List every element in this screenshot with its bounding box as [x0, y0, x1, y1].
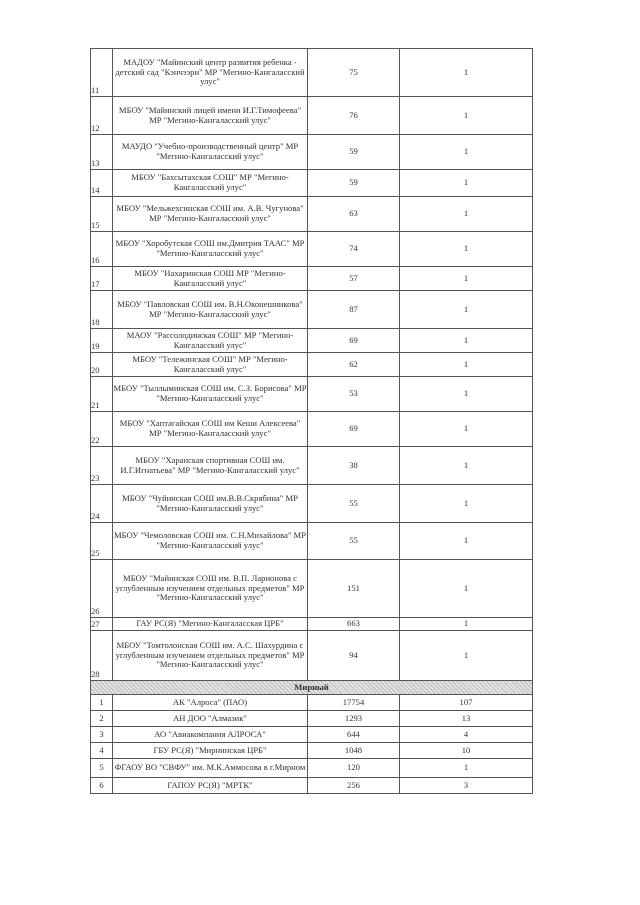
count-value: 256 [308, 778, 400, 794]
organization-name: МБОУ "Чуйинская СОШ им.В.В.Скрябина" МР "Мегино-Кангаласский улус" [113, 485, 308, 523]
row-number: 19 [91, 329, 113, 353]
row-number: 12 [91, 97, 113, 135]
organization-name: ФГАОУ ВО "СВФУ" им. М.К.Аммосова в г.Мирном [113, 759, 308, 778]
count-value: 17754 [308, 695, 400, 711]
allocation-value: 1 [400, 353, 533, 377]
organization-name: МАОУ "Рассолодинская СОШ" МР "Мегино-Кангаласский улус" [113, 329, 308, 353]
table-row [91, 377, 533, 412]
count-value: 62 [308, 353, 400, 377]
allocation-value: 1 [400, 377, 533, 412]
allocation-value: 1 [400, 267, 533, 291]
row-number: 11 [91, 49, 113, 97]
table-row [91, 523, 533, 560]
row-number: 20 [91, 353, 113, 377]
organization-name: ГБУ РС(Я) "Мирнинская ЦРБ" [113, 743, 308, 759]
count-value: 55 [308, 485, 400, 523]
table-row [91, 267, 533, 291]
organization-name: МБОУ "Майинская СОШ им. В.П. Ларионова с углубленным изучением отдельных предметов" МР "Мегино-Кангаласский улус" [113, 560, 308, 618]
row-number: 2 [91, 711, 113, 727]
count-value: 59 [308, 170, 400, 197]
section-title: Мирный [91, 681, 533, 695]
row-number: 4 [91, 743, 113, 759]
table-row [91, 778, 533, 794]
organization-name: ГАУ РС(Я) "Мегино-Кангаласская ЦРБ" [113, 618, 308, 631]
table-row [91, 759, 533, 778]
row-number: 25 [91, 523, 113, 560]
table-row [91, 170, 533, 197]
organization-name: ГАПОУ РС(Я) "МРТК" [113, 778, 308, 794]
allocation-value: 1 [400, 170, 533, 197]
row-number: 27 [91, 618, 113, 631]
table-body [91, 49, 533, 794]
row-number: 14 [91, 170, 113, 197]
row-number: 16 [91, 232, 113, 267]
table-row [91, 560, 533, 618]
table-row [91, 97, 533, 135]
organization-name: МБОУ "Бахсытахская СОШ" МР "Мегино-Кангаласский улус" [113, 170, 308, 197]
organization-name: АН ДОО "Алмазик" [113, 711, 308, 727]
count-value: 38 [308, 447, 400, 485]
table-row [91, 447, 533, 485]
count-value: 94 [308, 631, 400, 681]
count-value: 69 [308, 412, 400, 447]
count-value: 644 [308, 727, 400, 743]
organization-name: МБОУ "Томтолонская СОШ им. А.С. Шахурдина с углубленным изучением отдельных предметов" МР "Мегино-Кангаласский улус" [113, 631, 308, 681]
row-number: 24 [91, 485, 113, 523]
table-row [91, 353, 533, 377]
row-number: 13 [91, 135, 113, 170]
row-number: 21 [91, 377, 113, 412]
row-number: 18 [91, 291, 113, 329]
organization-name: МБОУ "Хоробутская СОШ им.Дмитрия ТААС" МР "Мегино-Кангаласский улус" [113, 232, 308, 267]
table-row [91, 412, 533, 447]
allocation-value: 1 [400, 523, 533, 560]
organization-name: АК "Алроса" (ПАО) [113, 695, 308, 711]
organization-name: МБОУ "Павловская СОШ им. В.Н.Оконешникова" МР "Мегино-Кангаласский улус" [113, 291, 308, 329]
table-row [91, 485, 533, 523]
count-value: 120 [308, 759, 400, 778]
row-number: 23 [91, 447, 113, 485]
count-value: 74 [308, 232, 400, 267]
table-row [91, 631, 533, 681]
row-number: 26 [91, 560, 113, 618]
organization-name: МБОУ "Хаптагайская СОШ им Кеши Алексеева" МР "Мегино-Кангаласский улус" [113, 412, 308, 447]
table-row [91, 135, 533, 170]
allocation-value: 1 [400, 232, 533, 267]
row-number: 6 [91, 778, 113, 794]
organization-name: МБОУ "Тыллыминская СОШ им. С.З. Борисова" МР "Мегино-Кангаласский улус" [113, 377, 308, 412]
table-row [91, 232, 533, 267]
row-number: 15 [91, 197, 113, 232]
allocation-value: 13 [400, 711, 533, 727]
allocation-value: 1 [400, 447, 533, 485]
allocation-value: 1 [400, 560, 533, 618]
table-row [91, 291, 533, 329]
allocation-value: 1 [400, 618, 533, 631]
row-number: 5 [91, 759, 113, 778]
count-value: 55 [308, 523, 400, 560]
organization-name: МБОУ "Тележинская СОШ" МР "Мегино-Кангаласский улус" [113, 353, 308, 377]
count-value: 663 [308, 618, 400, 631]
organization-name: АО "Авиакомпания АЛРОСА" [113, 727, 308, 743]
count-value: 59 [308, 135, 400, 170]
row-number: 22 [91, 412, 113, 447]
table-row [91, 197, 533, 232]
data-table [90, 48, 533, 794]
count-value: 1048 [308, 743, 400, 759]
allocation-value: 4 [400, 727, 533, 743]
allocation-value: 107 [400, 695, 533, 711]
count-value: 57 [308, 267, 400, 291]
allocation-value: 1 [400, 97, 533, 135]
count-value: 151 [308, 560, 400, 618]
table-row [91, 329, 533, 353]
count-value: 87 [308, 291, 400, 329]
organization-name: МБОУ "Мельжехсинская СОШ им. А.В. Чугунова" МР "Мегино-Кангаласский улус" [113, 197, 308, 232]
allocation-value: 10 [400, 743, 533, 759]
organization-name: МАДОУ "Майинский центр развития ребенка - детский сад "Кэнчээри" МР "Мегино-Кангаласский улус" [113, 49, 308, 97]
table-row [91, 711, 533, 727]
organization-name: МБОУ "Майинский лицей имени И.Г.Тимофеева" МР "Мегино-Кангаласский улус" [113, 97, 308, 135]
allocation-value: 1 [400, 759, 533, 778]
allocation-value: 1 [400, 197, 533, 232]
count-value: 75 [308, 49, 400, 97]
row-number: 17 [91, 267, 113, 291]
count-value: 69 [308, 329, 400, 353]
table-row [91, 618, 533, 631]
count-value: 63 [308, 197, 400, 232]
allocation-value: 3 [400, 778, 533, 794]
organization-name: МАУДО "Учебно-производственный центр" МР "Мегино-Кангаласский улус" [113, 135, 308, 170]
organization-name: МБОУ "Чемоловская СОШ им. С.Н.Михайлова" МР "Мегино-Кангаласский улус" [113, 523, 308, 560]
table-row [91, 49, 533, 97]
section-row [91, 681, 533, 695]
organization-name: МБОУ "Нахаринская СОШ МР "Мегино-Кангаласский улус" [113, 267, 308, 291]
allocation-value: 1 [400, 49, 533, 97]
row-number: 1 [91, 695, 113, 711]
allocation-value: 1 [400, 135, 533, 170]
table-row [91, 695, 533, 711]
allocation-value: 1 [400, 291, 533, 329]
allocation-value: 1 [400, 485, 533, 523]
row-number: 28 [91, 631, 113, 681]
count-value: 76 [308, 97, 400, 135]
allocation-value: 1 [400, 412, 533, 447]
table-row [91, 727, 533, 743]
row-number: 3 [91, 727, 113, 743]
table-row [91, 743, 533, 759]
allocation-value: 1 [400, 329, 533, 353]
count-value: 53 [308, 377, 400, 412]
count-value: 1293 [308, 711, 400, 727]
allocation-value: 1 [400, 631, 533, 681]
organization-name: МБОУ "Харанская спортивная СОШ им. И.Г.Игнатьева" МР "Мегино-Кангаласский улус" [113, 447, 308, 485]
